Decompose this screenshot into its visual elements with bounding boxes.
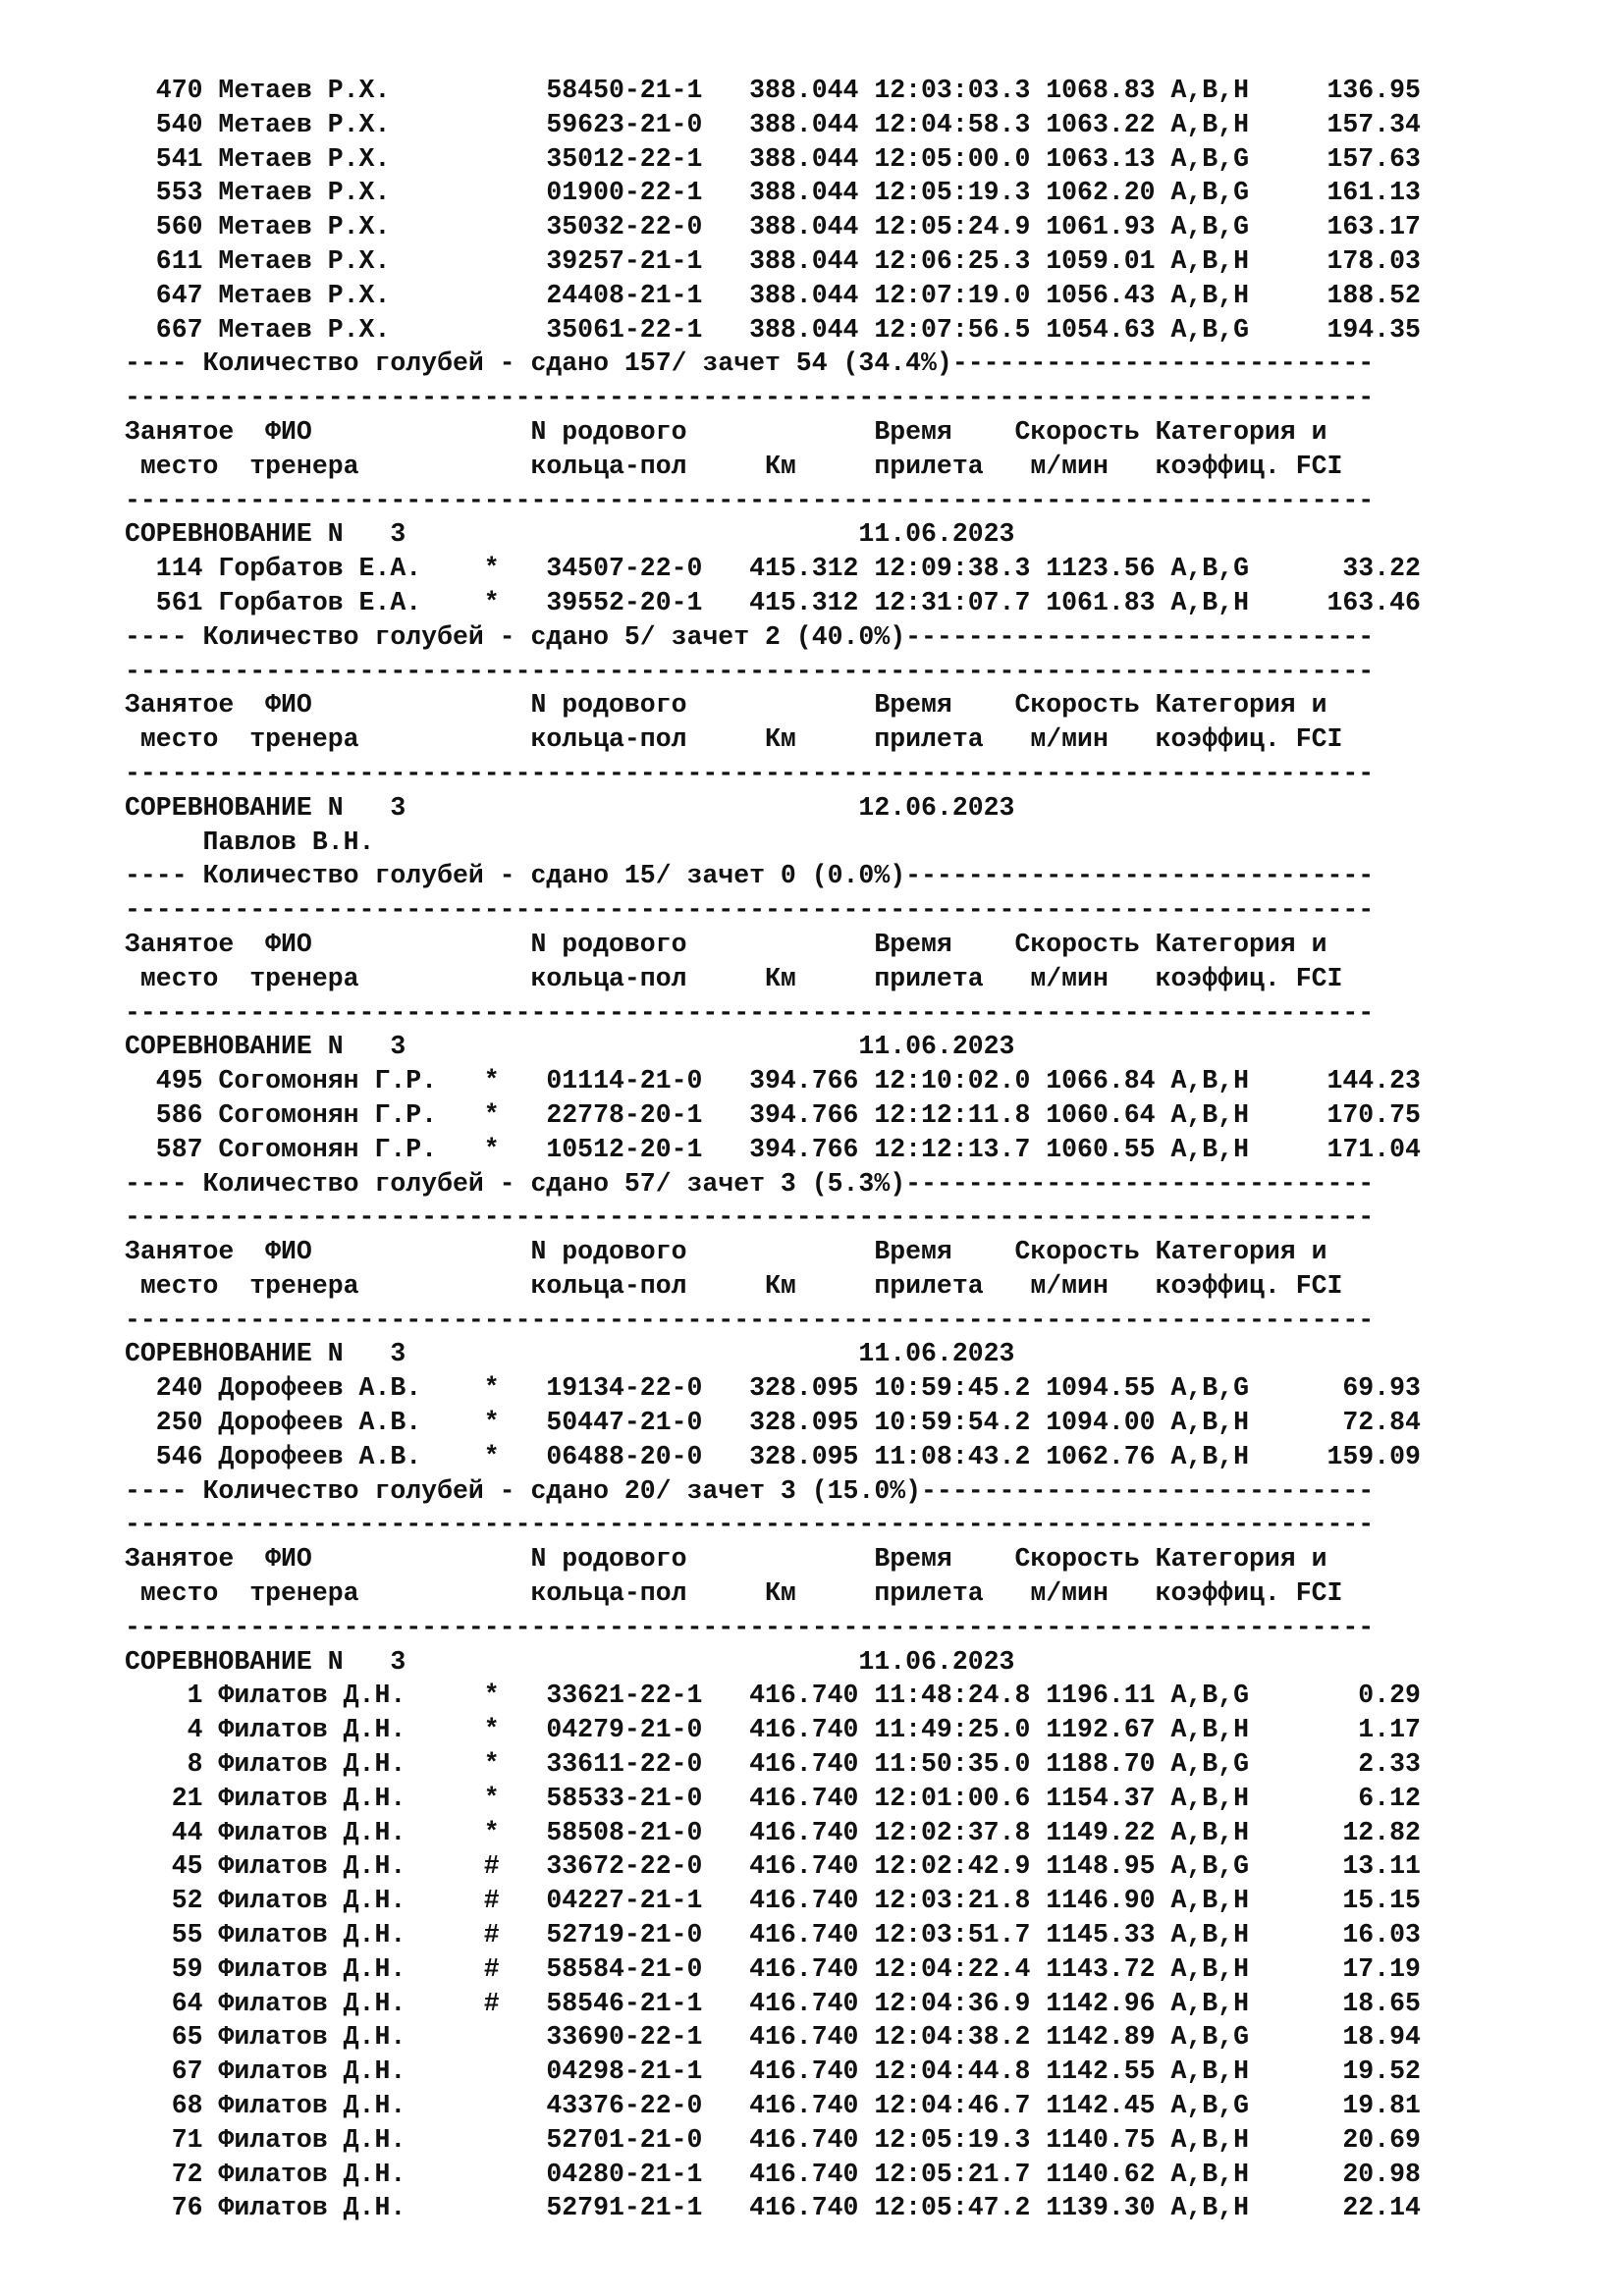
report-line: ---- Количество голубей - сдано 57/ зачет 3 (5.3%)------------------------------ [125, 1168, 1375, 1199]
report-line: 495 Согомонян Г.Р. * 01114-21-0 394.766 12:10:02.0 1066.84 A,B,H 144.23 [125, 1066, 1421, 1096]
report-line: 65 Филатов Д.Н. 33690-22-1 416.740 12:04:38.2 1142.89 A,B,G 18.94 [125, 2022, 1421, 2053]
report-line: 561 Горбатов Е.А. * 39552-20-1 415.312 12:31:07.7 1061.83 A,B,H 163.46 [125, 587, 1421, 617]
report-line: 114 Горбатов Е.А. * 34507-22-0 415.312 12:09:38.3 1123.56 A,B,G 33.22 [125, 554, 1421, 584]
report-line: 470 Метаев Р.Х. 58450-21-1 388.044 12:03:03.3 1068.83 A,B,H 136.95 [125, 76, 1421, 105]
report-line: -------------------------------------------------------------------------------- [125, 1510, 1375, 1540]
report-line: 667 Метаев Р.Х. 35061-22-1 388.044 12:07:56.5 1054.63 A,B,G 194.35 [125, 314, 1421, 345]
report-line: Занятое ФИО N родового Время Скорость Категория и [125, 416, 1327, 447]
report-line: -------------------------------------------------------------------------------- [125, 1202, 1375, 1233]
report-line: СОРЕВНОВАНИЕ N 3 11.06.2023 [125, 519, 1015, 550]
report-line: СОРЕВНОВАНИЕ N 3 12.06.2023 [125, 792, 1015, 823]
report-line: место тренера кольца-пол Км прилета м/мин коэффиц. FCI [125, 724, 1343, 755]
report-line: ---- Количество голубей - сдано 5/ зачет 2 (40.0%)------------------------------ [125, 621, 1375, 652]
report-line: 44 Филатов Д.Н. * 58508-21-0 416.740 12:02:37.8 1149.22 A,B,H 12.82 [125, 1817, 1421, 1847]
report-line: 64 Филатов Д.Н. # 58546-21-1 416.740 12:04:36.9 1142.96 A,B,H 18.65 [125, 1988, 1421, 2018]
report-line: Занятое ФИО N родового Время Скорость Категория и [125, 1544, 1327, 1575]
report-line: ---- Количество голубей - сдано 20/ зачет 3 (15.0%)----------------------------- [125, 1475, 1375, 1506]
report-line: -------------------------------------------------------------------------------- [125, 383, 1375, 413]
report-line: 8 Филатов Д.Н. * 33611-22-0 416.740 11:50:35.0 1188.70 A,B,G 2.33 [125, 1749, 1421, 1780]
report-line: 4 Филатов Д.Н. * 04279-21-0 416.740 11:49:25.0 1192.67 A,B,H 1.17 [125, 1715, 1421, 1745]
report-line: 540 Метаев Р.Х. 59623-21-0 388.044 12:04:58.3 1063.22 A,B,H 157.34 [125, 109, 1421, 139]
report-line: СОРЕВНОВАНИЕ N 3 11.06.2023 [125, 1032, 1015, 1062]
report-line: 611 Метаев Р.Х. 39257-21-1 388.044 12:06:25.3 1059.01 A,B,H 178.03 [125, 245, 1421, 276]
report-line: 21 Филатов Д.Н. * 58533-21-0 416.740 12:01:00.6 1154.37 A,B,H 6.12 [125, 1783, 1421, 1813]
report-line: -------------------------------------------------------------------------------- [125, 656, 1375, 686]
results-report [125, 74, 1597, 2225]
report-line: 59 Филатов Д.Н. # 58584-21-0 416.740 12:04:22.4 1143.72 A,B,H 17.19 [125, 1953, 1421, 1984]
report-line: СОРЕВНОВАНИЕ N 3 11.06.2023 [125, 1646, 1015, 1677]
report-line: -------------------------------------------------------------------------------- [125, 758, 1375, 788]
report-line: место тренера кольца-пол Км прилета м/мин коэффиц. FCI [125, 963, 1343, 993]
report-line: ---- Количество голубей - сдано 157/ зачет 54 (34.4%)--------------------------- [125, 348, 1375, 379]
report-line: 67 Филатов Д.Н. 04298-21-1 416.740 12:04:44.8 1142.55 A,B,H 19.52 [125, 2056, 1421, 2087]
report-line: 52 Филатов Д.Н. # 04227-21-1 416.740 12:03:21.8 1146.90 A,B,H 15.15 [125, 1886, 1421, 1916]
report-line: 76 Филатов Д.Н. 52791-21-1 416.740 12:05:47.2 1139.30 A,B,H 22.14 [125, 2193, 1421, 2223]
report-line: -------------------------------------------------------------------------------- [125, 1305, 1375, 1335]
report-line: 586 Согомонян Г.Р. * 22778-20-1 394.766 12:12:11.8 1060.64 A,B,H 170.75 [125, 1099, 1421, 1130]
report-line: СОРЕВНОВАНИЕ N 3 11.06.2023 [125, 1339, 1015, 1369]
report-line: -------------------------------------------------------------------------------- [125, 895, 1375, 926]
report-line: 72 Филатов Д.Н. 04280-21-1 416.740 12:05:21.7 1140.62 A,B,H 20.98 [125, 2159, 1421, 2189]
report-line: место тренера кольца-пол Км прилета м/мин коэффиц. FCI [125, 1578, 1343, 1609]
report-line: место тренера кольца-пол Км прилета м/мин коэффиц. FCI [125, 1270, 1343, 1301]
report-line: -------------------------------------------------------------------------------- [125, 485, 1375, 515]
report-line: 68 Филатов Д.Н. 43376-22-0 416.740 12:04:46.7 1142.45 A,B,G 19.81 [125, 2091, 1421, 2121]
report-line: место тренера кольца-пол Км прилета м/мин коэффиц. FCI [125, 451, 1343, 481]
report-line: ---- Количество голубей - сдано 15/ зачет 0 (0.0%)------------------------------ [125, 861, 1375, 891]
report-line: 541 Метаев Р.Х. 35012-22-1 388.044 12:05:00.0 1063.13 A,B,G 157.63 [125, 143, 1421, 174]
report-line: -------------------------------------------------------------------------------- [125, 1612, 1375, 1642]
report-line: 546 Дорофеев А.В. * 06488-20-0 328.095 11:08:43.2 1062.76 A,B,H 159.09 [125, 1441, 1421, 1471]
report-line: Занятое ФИО N родового Время Скорость Категория и [125, 929, 1327, 959]
report-line: Занятое ФИО N родового Время Скорость Категория и [125, 690, 1327, 721]
report-line: Занятое ФИО N родового Время Скорость Категория и [125, 1237, 1327, 1267]
report-line: 560 Метаев Р.Х. 35032-22-0 388.044 12:05:24.9 1061.93 A,B,G 163.17 [125, 212, 1421, 242]
report-line: -------------------------------------------------------------------------------- [125, 997, 1375, 1028]
report-line: 647 Метаев Р.Х. 24408-21-1 388.044 12:07:19.0 1056.43 A,B,H 188.52 [125, 280, 1421, 310]
report-line: 240 Дорофеев А.В. * 19134-22-0 328.095 10:59:45.2 1094.55 A,B,G 69.93 [125, 1373, 1421, 1404]
report-line: 55 Филатов Д.Н. # 52719-21-0 416.740 12:03:51.7 1145.33 A,B,H 16.03 [125, 1920, 1421, 1950]
report-line: Павлов В.Н. [125, 827, 375, 857]
report-line: 250 Дорофеев А.В. * 50447-21-0 328.095 10:59:54.2 1094.00 A,B,H 72.84 [125, 1408, 1421, 1438]
report-line: 587 Согомонян Г.Р. * 10512-20-1 394.766 12:12:13.7 1060.55 A,B,H 171.04 [125, 1134, 1421, 1164]
report-line: 71 Филатов Д.Н. 52701-21-0 416.740 12:05:19.3 1140.75 A,B,H 20.69 [125, 2124, 1421, 2155]
report-line: 45 Филатов Д.Н. # 33672-22-0 416.740 12:02:42.9 1148.95 A,B,G 13.11 [125, 1851, 1421, 1882]
report-line: 1 Филатов Д.Н. * 33621-22-1 416.740 11:48:24.8 1196.11 A,B,G 0.29 [125, 1681, 1421, 1711]
report-line: 553 Метаев Р.Х. 01900-22-1 388.044 12:05:19.3 1062.20 A,B,G 161.13 [125, 178, 1421, 208]
